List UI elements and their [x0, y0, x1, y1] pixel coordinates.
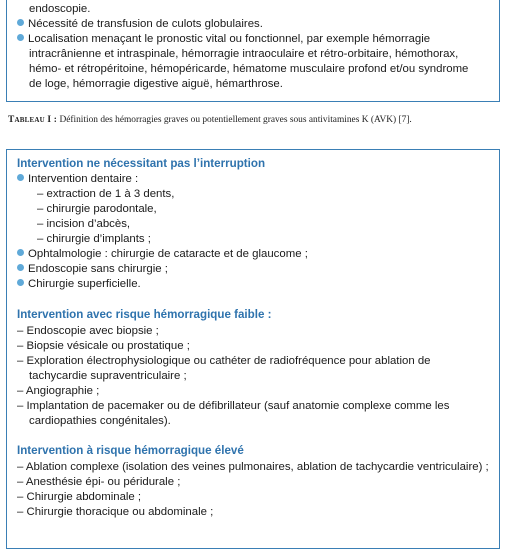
section-heading: Intervention à risque hémorragique élevé	[17, 444, 244, 457]
list-item: Ophtalmologie : chirurgie de cataracte et de glaucome ;	[17, 247, 308, 262]
bullet-icon	[17, 19, 24, 26]
list-item: Intervention dentaire :	[17, 172, 138, 187]
section-heading: Intervention avec risque hémorragique faible :	[17, 308, 272, 321]
list-item: tachycardie supraventriculaire ;	[29, 370, 187, 382]
list-item: Chirurgie superficielle.	[17, 277, 141, 292]
box1-line: endoscopie.	[29, 3, 91, 15]
list-item: – Chirurgie thoracique ou abdominale ;	[17, 506, 214, 518]
bullet-icon	[17, 249, 24, 256]
box1-line: Localisation menaçant le pronostic vital ou fonctionnel, par exemple hémorragie	[17, 32, 430, 47]
list-item: cardiopathies congénitales).	[29, 415, 171, 427]
list-item: – Chirurgie abdominale ;	[17, 491, 142, 503]
list-item: – Ablation complexe (isolation des veines pulmonaires, ablation de tachycardie ventriculaire) ;	[17, 461, 489, 473]
list-item: – Biopsie vésicale ou prostatique ;	[17, 340, 190, 352]
box1-line: Nécessité de transfusion de culots globulaires.	[17, 17, 263, 32]
list-item: – Implantation de pacemaker ou de défibrillateur (sauf anatomie complexe comme les	[17, 400, 450, 412]
box1-line: hémo- et rétropéritoine, hémopéricarde, hématome musculaire profond et/ou syndrome	[29, 63, 469, 75]
list-item: – Endoscopie avec biopsie ;	[17, 325, 159, 337]
bullet-icon	[17, 174, 24, 181]
box1-line: de loge, hémorragie digestive aiguë, hémarthrose.	[29, 78, 283, 90]
caption-text: Définition des hémorragies graves ou potentiellement graves sous antivitamines K (AVK) [7].	[59, 115, 412, 125]
interventions-box	[6, 149, 500, 549]
criteria-box	[6, 0, 500, 102]
list-item: Endoscopie sans chirurgie ;	[17, 262, 168, 277]
caption-label: Tableau I :	[8, 115, 58, 125]
list-item: – chirurgie d’implants ;	[37, 233, 151, 245]
list-item: – Anesthésie épi- ou péridurale ;	[17, 476, 181, 488]
list-item: – extraction de 1 à 3 dents,	[37, 188, 175, 200]
bullet-icon	[17, 279, 24, 286]
list-item: – Exploration électrophysiologique ou cathéter de radiofréquence pour ablation de	[17, 355, 431, 367]
bullet-icon	[17, 264, 24, 271]
table-caption	[8, 115, 502, 125]
section-heading: Intervention ne nécessitant pas l’interruption	[17, 157, 266, 170]
list-item: – chirurgie parodontale,	[37, 203, 157, 215]
list-item: – Angiographie ;	[17, 385, 100, 397]
bullet-icon	[17, 34, 24, 41]
box1-line: intracrânienne et intraspinale, hémorragie intraoculaire et rétro-orbitaire, hémothorax,	[29, 48, 459, 60]
list-item: – incision d’abcès,	[37, 218, 131, 230]
